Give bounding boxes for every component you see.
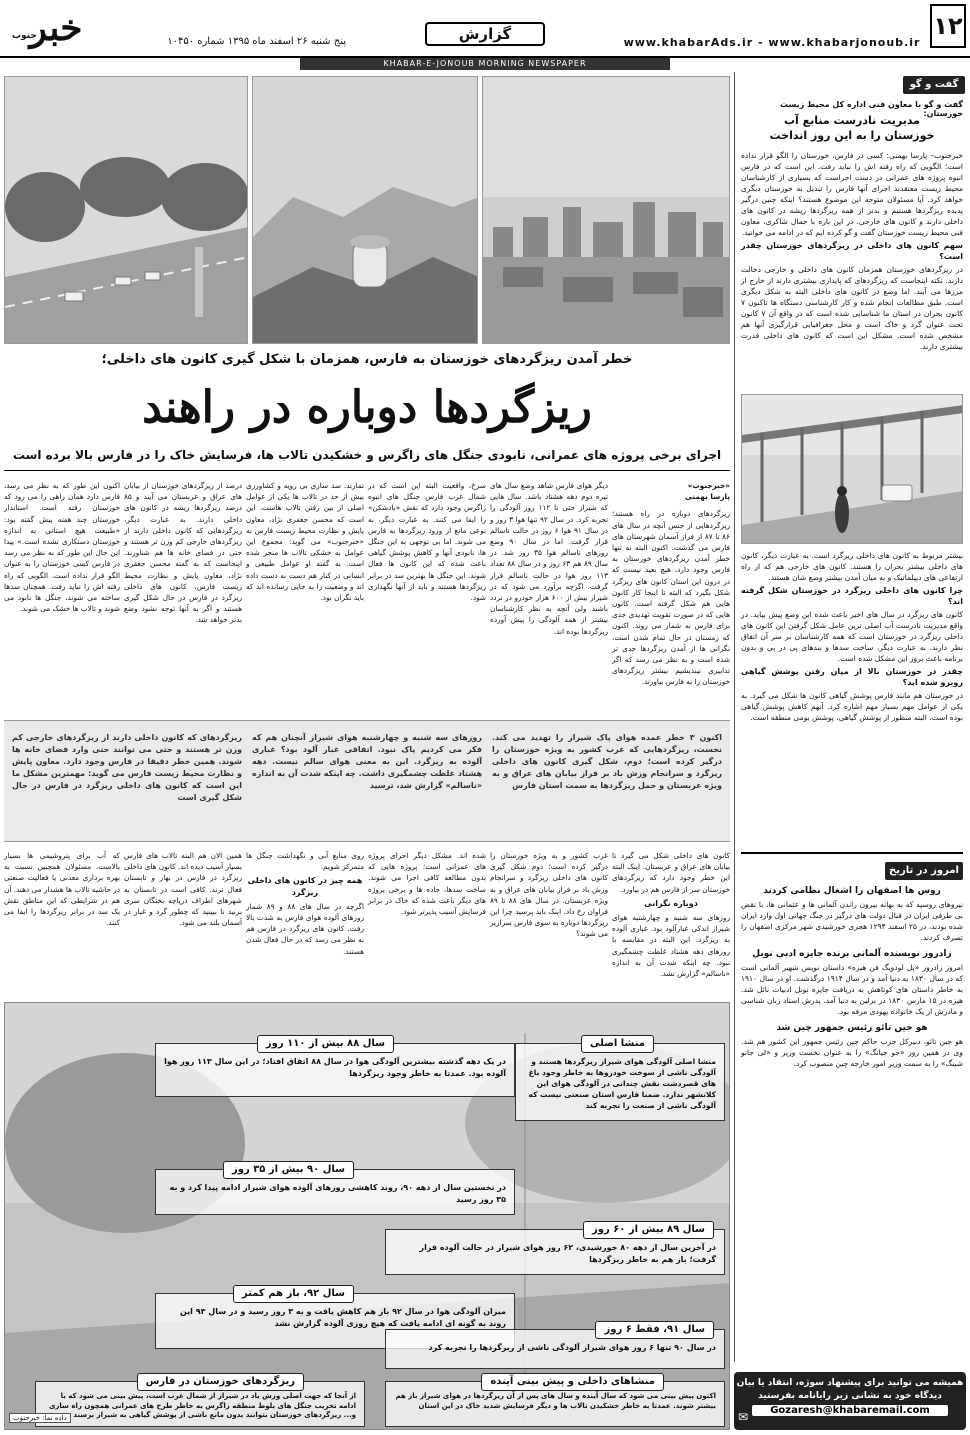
body-col-1 (612, 480, 730, 688)
timeline-card-khuzestan (35, 1376, 365, 1427)
pull-quote-2: روزهای سه شنبه و چهارشنبه هوای شیراز آنچنان هم که فکر می کردیم پاک نبود. اتفاقی غبار آلود بود؟ غباری آلوده به ریزگرد. این به معنی هوای سالم نیست. دهه هشتاد غلظت چشمگیری داشت. چه اینکه شدت آن به اندازه «ناسالم» گزارش شد، ترسید (252, 733, 482, 790)
photo-highway (4, 76, 248, 344)
timeline-card-origin-title: منشا اصلی (581, 1035, 654, 1053)
history-2-text: امروز زادروز «پل لودویگ فن هیزه» داستان نویس شهیر آلمانی است که در سال ۱۸۳۰ به دنیا آمد و در سال ۱۹۱۴ درگذشت. او در سال ۱۹۱۰ به خاطر داستان های کوتاهش به دریافت جایزه نوبل ادبیات نائل شد. هیزه در ۱۵ مارس ۱۸۳۰ در برلین به دنیا آمد. پدرش استاد زبان شناسی و مادرش از یک خانواده یهودی مرفه بود. (741, 963, 963, 1016)
timeline-card-2011 (155, 1164, 515, 1215)
main-headline: ریزگردها دوباره در راهند (142, 382, 592, 433)
page-number: ۱۲ (930, 4, 966, 48)
mail-icon: ✉ (738, 1410, 749, 1424)
interview-body-1 (741, 150, 963, 354)
lower-col-4-text-b: اگرچه در سال های ۸۸ و ۸۹ شمار روزهای آلوده هوای فارس به شدت بالا رفت. کانون های ریزگرد در فارس هم به نظر می رسد که در حال فعال شدن هستند. (246, 901, 364, 956)
body-col-5: درصد از ریزگردهای خوزستان از بیابان های عراق و عربستان می آیند و ۸۵ درصد ریزگردها ریشه در کانون های داخلی دارند. به عبارت دیگر، ریزگردهایی که کانون داخلی دارند از ریزگردهای خارجی کم وزن تر هستند و حتی در فضای خانه ها هم شناورند. اینجاست که به گفته محسن جعفری نژاد، معاون پایش و نظارت محیط زیست فارس، کانون های داخلی ریزگرد در فارس در حال شکل گیری هستند و اگر به آنها توجه نشود وضع بدتر خواهد شد. (124, 481, 242, 625)
timeline-card-2010-title: سال ۸۹ بیش از ۶۰ روز (583, 1221, 714, 1239)
headline-rule (4, 470, 730, 471)
timeline-card-2011-title: سال ۹۰ بیش از ۳۵ روز (223, 1161, 354, 1179)
lower-col-4-subhead: همه چیز در کانون های داخلی ریزگرد (247, 876, 363, 897)
interview-q1: سهم کانون های داخلی در ریزگردهای خوزستان چقدر است؟ (741, 241, 963, 261)
pull-quote-1: اکنون ۳ خطر عمده هوای پاک شیراز را تهدید می کند. نخست، ریزگردهایی که غرب کشور به ویژه خوزستان را درگیر کرده است؛ دوم، شکل گیری کانون های داخلی ریزگرد و سرانجام وزش باد بر فراز بیابان های عراق و به ویژه عربستان و حمل ریزگردها به سمت استان فارس (492, 733, 722, 790)
sidebar-divider (741, 852, 963, 854)
history-3-text: هو جین تائو، دبیرکل حزب حاکم چین رئیس جمهور این کشور هم شد. وی در همین روز «جو جیانگ» را به عنوان نخست وزیر و «لی جانو شینگ» را به سمت وزیر امور خارجه چین منصوب کرد. (741, 1037, 963, 1068)
photo-mountain-hotel (252, 76, 478, 344)
sidebar (734, 72, 966, 1362)
pull-quote-3: ریزگردهای که کانون داخلی دارند از ریزگردهای خارجی کم وزن تر هستند و حتی می توانند حتی وارد فضای خانه ها شوند. همین خطر دقیقا در فارس وجود دارد. معاون پایش و نظارت محیط زیست فارس می گوید: مهمترین مشکل ما این است که کانون های داخلی ریزگرد در فارس در حال شکل گیری است (12, 733, 242, 802)
history-label: امروز در تاریخ (885, 862, 963, 880)
body-col-3: سرخ، واقعیت البته این است که در شمال غرب فارس جنگل های انبوه زاگرس وجود دارد که نقش «بادشکن» را ایفا می کنند. به عبارت دیگر، به نوعی مانع از ورود ریزگردها به فارس می شوند. اما بی توجهی به این جنگل ها، نابودی آنها و کاهش پوشش گیاهی باعث شده که این کانون ها فعال شوند. این جنگل ها بهترین سد در برابر ریزگردها هستند و باید از آنها نگهداری شود. (368, 481, 486, 603)
timeline-card-2013-text: میزان آلودگی هوا در سال ۹۲ باز هم کاهش یافت و به ۳ روز رسید و در سال ۹۳ این روند به گونه ای ادامه یافت که هیچ روزی آلوده گزارش نشد (179, 1307, 506, 1328)
interview-p4: کانون های ریزگرد در سال های اخیر یاعث شده این وضع پیش بیاید. در واقع مدیریت نادرست آب اصلی ترین عامل شکل گرفتن این کانون های داخلی ریزگرد در خوزستان است که همه کارشناسان بر سر آن اتفاق نظر دارند. به عبارت دیگر، ساخت سدها و بندهای پی در پی و بدون برنامه باعث بروز این مشکل شده است. (741, 610, 963, 663)
cta-line-2: دیدگاه خود به نشانی زیر رایانامه بفرستید (758, 1391, 942, 1401)
subhead: اجرای برخی پروژه های عمرانی، نابودی جنگل های زاگرس و خشکیدن تالاب ها، فرسایش خاک را در فارس بالا برده است (12, 448, 722, 462)
timeline-card-2012-text: در سال ۹۰ تنها ۶ روز هوای شیراز آلودگی ناشی از ریزگردها را تجربه کرد (428, 1343, 716, 1352)
data-credit: داده نما: خبرجنوب (9, 1413, 71, 1423)
lower-col-1 (612, 850, 730, 979)
interview-title-1: مدیریت نادرست منابع آب (783, 114, 920, 127)
english-strip: KHABAR-E-JONOUB MORNING NEWSPAPER (300, 58, 670, 70)
lower-col-1-text: کانون های داخلی شکل می گیرد تا بیابان های عراق و عربستان. اینک البته این خطر وجود دارد که ریزگردهای خوزستان سر از فارس هم در بیاورد. (612, 851, 730, 894)
timeline-card-future (385, 1376, 725, 1427)
timeline-card-2009-text: در یک دهه گذشته بیشترین آلودگی هوا در سال ۸۸ اتفاق افتاد؛ در این سال ۱۱۳ روز هوا آلوده بود. عمدتا به خاطر وجود ریزگردها (164, 1057, 506, 1078)
lower-col-1-subhead: دوباره نگرانی (644, 898, 698, 908)
history-3-title: هو جین تائو رئیس جمهور چین شد (776, 1023, 928, 1033)
interview-p5: در خوزستان هم مانند فارس پوشش گیاهی کانون ها شکل می گیرد. به یکی از عوامل مهم بسیار مهم اشاره کرد. آنهم کاهش پوشش گیاهی بوده است. البته منظور از پوشش گیاهی، پوشش بومی منطقه است. (741, 691, 963, 722)
body-col-6: اکنون این طور که به نظر می رسد، فارس دارد همان راهی را می رود که خوزستان رفته است. استاندار خوزستان چند هفته پیش گفته بود: «طبیعت هیچ استانی به اندازه خوزستان دستکاری نشده است.» پیدا این حال این طور که به نظر می رسد در فارس کسی خوزستان را به عنوان الگو قرار نداده است. الگویی که راه رفته اش را نباید رفت. همچنان سدها ساخته می شوند، جنگل ها نابود می شوند و تالاب ها خشک می شوند. (4, 481, 120, 614)
cta-email[interactable]: Gozaresh@khabaremail.com (752, 1405, 948, 1416)
timeline-card-2010-text: در آخرین سال از دهه ۸۰ خورشیدی، ۶۲ روز هوای شیراز در حالت آلوده قرار گرفت؛ باز هم به خاطر ریزگردها (419, 1243, 716, 1264)
timeline-card-2010 (385, 1224, 725, 1275)
interview-intro: گفت و گو با معاون فنی اداره کل محیط زیست خوزستان: (780, 100, 963, 118)
photo-shiraz-city-image (483, 77, 730, 344)
website-url[interactable]: www.khabarAds.ir - www.khabarjonoub.ir (623, 36, 921, 49)
timeline-card-2012-title: سال ۹۱، فقط ۶ روز (595, 1321, 714, 1339)
logo-text: خبر (29, 7, 83, 49)
bridge-photo-image (742, 395, 963, 544)
interview-p2: در ریزگردهای خوزستان همزمان کانون های داخلی و خارجی دخالت دارند. نکته اینجاست که ریزگردهای که پایداری بیشتری دارند از خارج از مرزها می آیند. اما وضع در کانون های داخلی البته به شکل دیگری است. طبق مطالعات انجام شده و کار کارشناسی دستگاه ها تاکنون ۷ کانون بحران در استان ما شناسایی شده است که در واقع آن ۷ کانون تحت عنوان گرد و خاک است و محل جغرافیایی قرارگیری آنها هم مشخص شده است. مشکل این است که کانون های داخلی قدرت بیشتری دارند. (741, 265, 963, 351)
timeline-card-khuzestan-text: از آنجا که جهت اصلی وزش باد در شیراز از شمال غرب است، پیش بینی می شود که با ادامه تخریب جنگل های بلوط منطقه زاگرس به خاطر طرح های عمرانی همچون راه سازی و... ریزگردهای خوزستان بتوانند بدون مانع ناشی از پوشش گیاهی به شیراز برسند (48, 1392, 356, 1419)
lower-col-4-text: روی منابع آبی و نگهداشت جنگل ها متمرکز شویم. (246, 851, 364, 872)
timeline-card-future-text: اکنون پیش بینی می شود که سال آینده و سال های پس از آن ریزگردها در هوای شیراز باز هم بیشتر شوند. عمدتا به خاطر خشکیدن تالاب ها و دیگر فرسایش شدید خاک در این استان (395, 1392, 716, 1410)
history-body (741, 886, 963, 1071)
newspaper-logo (8, 6, 104, 52)
body-col-1-text: ریزگردهای دوباره در راه هستند؛ ریزگردهایی از جنس آنچه در سال های ۸۶ تا ۸۷ از فراز آسمان شهرستان های فارس می گذشت. اکنون البته نه تنها خطر آمدن ریزگردهای خوزستان به فارس وجود دارد، هیچ بعید نیست که در درون این استان کانون های ریزگرد شکل بگیرد که البته تا اینجا کار کانون هایی هم شکل گرفته است. کانون هایی که در صورت تقویت تهدیدی جدی برای فارس به شمار می روند. اکنون که زمستان در حال تمام شدن است، نگرانی ها از آمدن ریزگردها جدی تر شده است و به نظر می رسد که اگر تدابیری نیندیشیم بیشتر ریزگردهای خوزستان را به فارس بیاورند. (612, 509, 730, 687)
timeline-card-2012 (385, 1324, 725, 1369)
interview-p3: بیشتر مربوط به کانون های داخلی ریزگرد است. به عبارت دیگر، کانون های داخلی بیشتر بحران زا هستند. کانون های خارجی هم که از راه ارتفاعی های دیپلماتیک و به میان آمدن بیشتر وضع شان هستند. (741, 551, 963, 582)
timeline-card-2009 (155, 1038, 515, 1097)
byline-author: پارسا بهمنی (685, 492, 730, 502)
date-issue: پنج شنبه ۲۶ اسفند ماه ۱۳۹۵ شماره ۱۰۴۵۰ (167, 36, 346, 47)
interview-body-2 (741, 550, 963, 725)
interview-q2: چرا کانون های داخلی ریزگرد در خوزستان شکل گرفته اند؟ (741, 586, 963, 606)
bridge-photo (741, 394, 963, 544)
lower-col-1-text-b: روزهای سه شنبه و چهارشنبه هوای شیراز اندکی غبارآلود بود. غباری آلوده به ریزگرد. این البته در مقایسه با روزهای دهه هشتاد غلظت چشمگیری نبود. چه اینکه شدت آن به اندازه «ناسالم» گزارش نشد. (612, 913, 730, 979)
photo-mountain-hotel-image (253, 77, 478, 344)
lower-col-5: همین الان هم البته تالاب های فارس بسیار آسیب دیده اند. کانون های داخلی ریزگرد در فارس در بهار و تابستان فعال ترند. کافی است در تابستان به شهرهای اطراف دریاچه بختگان سری بزنید تا ببینید که چطور گرد و غبار در آسمان بلند می شود. (124, 851, 242, 928)
history-1-text: نیروهای روسیه که به بهانه بیرون راندن آلمانی ها و عثمانی ها، با نقض بی طرفی ایران در قبال دولت های درگیر در جنگ جهانی اول وارد ایران شده بودند، در ۲۵ اسفند ۱۲۹۴ هجری خورشیدی شهر مرکزی اصفهان را تصرف کردند. (741, 900, 963, 942)
timeline-card-2011-text: در نخستین سال از دهه ۹۰، روند کاهشی روزهای آلوده هوای شیراز ادامه پیدا کرد و به ۳۵ روز رسید (169, 1183, 506, 1204)
timeline-card-2009-title: سال ۸۸ بیش از ۱۱۰ روز (257, 1035, 394, 1053)
infographic (4, 1002, 730, 1430)
masthead (0, 0, 970, 58)
photo-highway-image (5, 77, 248, 344)
lower-col-3: شده اند. مشکل دیگر اجرای پروژه های عمرانی است؛ پروژه هایی که بدون مطالعه کافی اجرا می شوند. ساخت سدها، جاده ها و برخی پروژه های دیگر باعث شده که خاک در برابر فرسایش آسیب پذیرتر شود. (368, 851, 486, 917)
interview-p1: خبرجنوب– پارسا بهمنی: کسی در فارس، خوزستان را الگو قرار نداده است؛ الگویی که راه رفته اش را نباید رفت. این است که در فارس انبوه پروژه های عمرانی در دست اجراست که بسیاری از کارشناسان محیط زیست معتقدند اجرای آنها فارس را تبدیل به خوزستان دیگری خواهد کرد. آیا مسئولان متوجه این موضوع هستند؟ اینکه چنین درگیر پدیده ریزگردها هستیم و بدتر از همه ریزگردها ریشه در کانون های داخلی دارند و کانون های خارجی. در این باره با جمال شاکری، معاون فنی محیط زیست خوزستان گفت و گو کرده ایم که در ادامه می خوانید. (741, 151, 963, 237)
body-col-2: دیگر هوای فارس شاهد وضع سال های تیره دوم دهه هشتاد باشد. سال هایی که شیراز حتی تا ۱۱۲ روز آلودگی را تجربه کرد. در سال ۹۲ تنها هوا ۳ روز و در سال ۹۱ هوا ۶ روز در حالت ناسالم قرار گرفت. اما در سال ۹۰ وضع روزهای ناسالم هوا ۳۵ روز شد. در سال ۸۹ هم ۶۳ روز و در سال ۸۸ تعداد ۱۱۳ روز هوا در حالت ناسالم قرار گرفت. اگرچه برآورد می شود که در شیراز بیش از ۶۰۰ هزار خودرو در تردد باشند ولی آنچه به نظر کارشناسان بیشتر از همه آلودگی را پیش آورده ریزگردها بوده اند. (490, 481, 609, 636)
byline-source: «خبرجنوب» (687, 481, 730, 490)
submission-box (734, 1372, 966, 1430)
timeline-card-2013-title: سال ۹۲، باز هم کمتر (233, 1285, 354, 1303)
lower-col-2: غرب کشور و به ویژه خوزستان را درگیر کرده است؛ دوم شکل گیری کانون های داخلی ریزگرد و سرانجام وزش باد بر فراز بیابان های عراق و به ویژه عربستان. در سال های ۸۸ تا ۸۹ فراوان رخ داد. اینک باید پرسید چرا این ریزگردها دوباره به سوی فارس سرازیر می شوند؟ (490, 851, 608, 939)
timeline-card-future-title: منشاهای داخلی و پیش بینی آینده (481, 1373, 664, 1391)
history-2-title: زادروز نویسنده آلمانی برنده جایزه ادبی نوبل (752, 949, 952, 959)
timeline-card-origin (515, 1038, 725, 1121)
timeline-card-khuzestan-title: ریزگردهای خوزستان در فارس (137, 1373, 304, 1391)
interview-q3: چقدر در خوزستان بالا از میان رفتن پوشش گیاهی روبرو شده اید؟ (741, 667, 963, 687)
section-label: گزارش (425, 22, 545, 46)
lower-col-4 (246, 850, 364, 957)
timeline-card-origin-text: منشا اصلی آلودگی هوای شیراز ریزگردها هستند و آلودگی ناشی از سوخت خودروها به خاطر وجود باغ های قصردشت نقش چندانی در آلودگی هوای این کلانشهر ندارد. ضمنا فارس استان صنعتی نیست که آلودگی ناشی از صنعت را تجربه کند (528, 1057, 716, 1110)
kicker: خطر آمدن ریزگردهای خوزستان به فارس، همزمان با شکل گیری کانون های داخلی؛ (101, 352, 633, 367)
cta-line-1: همیشه می توانید برای پیشنهاد سوژه، انتقاد یا بیان (736, 1378, 964, 1388)
body-col-4: تمارند. سد سازی بی رویه و کشاورزی بیش از حد در تالاب ها یکی از عوامل اصلی از بین رفتن تالاب هاست. این است که محسن جعفری نژاد، معاون پایش و نظارت محیط زیست فارس به «خبرجنوب» می گوید: مجموع این عوامل به خشکی تالاب ها منجر شده است. به گفته او عوامل طبیعی و انسانی در کنار هم دست به دست داده اند و وضعیت را به جایی رسانده اند که باید نگران بود. (246, 481, 364, 603)
interview-label: گفت و گو (903, 76, 965, 94)
interview-title-2: خوزستان را به این روز انداخت (769, 129, 935, 142)
photo-shiraz-city (482, 76, 730, 344)
history-1-title: روس ها اصفهان را اشغال نظامی کردند (763, 886, 941, 896)
lower-col-6: که آب برای پتروشیمی ها بسیار بالاست. مسئولان همچنین نسبت به بهره برداری معدنی یا فعالیت صنعتی در حاشیه تالاب ها هشدار می دهند. آن هم در شرایطی که این مناطق نقش یک سد در برابر ریزگردها را ایفا می کنند. (4, 851, 120, 928)
logo-sub: جنوب (12, 31, 37, 41)
